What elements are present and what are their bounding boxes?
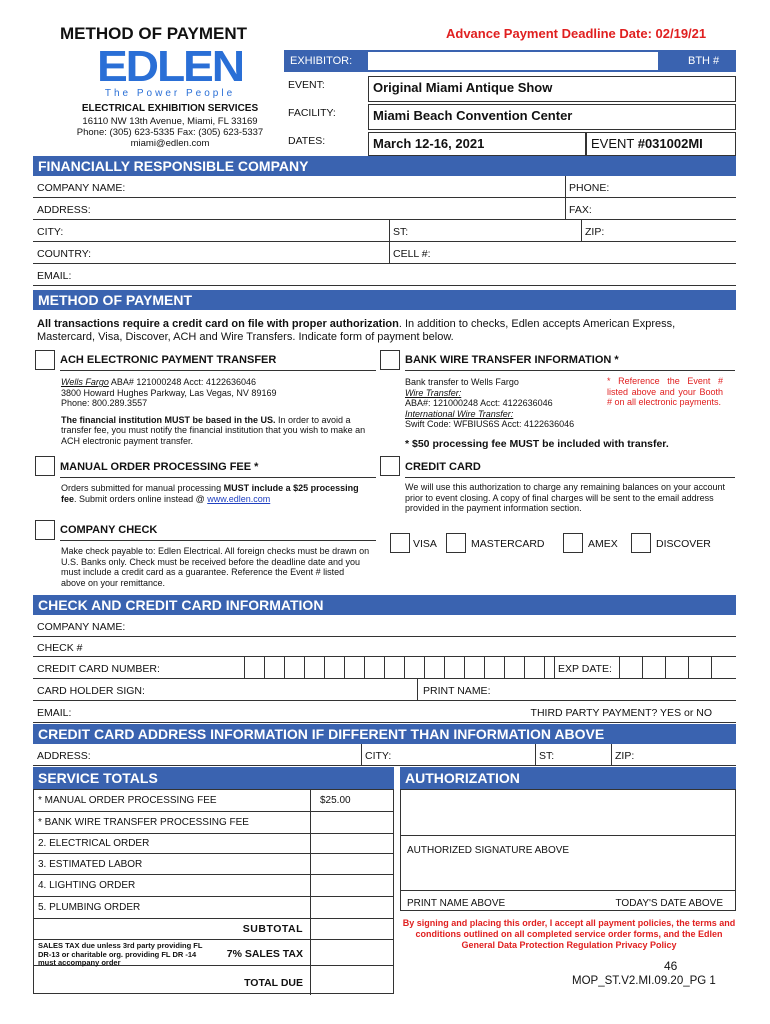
cc-address-row[interactable]: ADDRESS: CITY: ST: ZIP:	[33, 744, 736, 766]
ach-details: Wells Fargo ABA# 121000248 Acct: 4122636046 3800 Howard Hughes Parkway, Las Vegas, NV 89169 Phone: 800.289.3557 The financial institution MUST be based in the US. In order to avoid a transfer fee, you must notify the financial institution that you wish to make an ACH electronic payment transfer.	[61, 377, 366, 446]
amex-label: AMEX	[588, 538, 618, 550]
company-check-checkbox[interactable]	[35, 520, 55, 540]
check-number-row[interactable]: CHECK #	[33, 637, 736, 657]
total-due-label: TOTAL DUE	[244, 977, 303, 989]
todays-date-label: TODAY'S DATE ABOVE	[615, 898, 723, 909]
service-row-label: 3. ESTIMATED LABOR	[38, 859, 143, 870]
sales-tax-label: 7% SALES TAX	[226, 948, 303, 960]
signature-area[interactable]	[405, 810, 731, 844]
cc-email-row[interactable]: EMAIL: THIRD PARTY PAYMENT? YES or NO	[33, 701, 736, 723]
subtotal-label: SUBTOTAL	[242, 923, 303, 935]
third-party-payment[interactable]: THIRD PARTY PAYMENT? YES or NO	[530, 707, 712, 719]
ach-title: ACH ELECTRONIC PAYMENT TRANSFER	[60, 354, 277, 366]
event-label: EVENT:	[288, 79, 325, 91]
exhibitor-label: EXHIBITOR:	[290, 55, 353, 67]
ach-checkbox[interactable]	[35, 350, 55, 370]
edlen-link[interactable]: www.edlen.com	[207, 493, 271, 504]
exhibitor-bar	[284, 50, 736, 72]
section-service-totals-title: SERVICE TOTALS	[33, 767, 394, 789]
company-logo-block	[60, 44, 280, 149]
credit-card-title: CREDIT CARD	[405, 461, 481, 473]
service-row-label: * BANK WIRE TRANSFER PROCESSING FEE	[38, 817, 249, 828]
amex-checkbox[interactable]	[563, 533, 583, 553]
page-number: 46	[664, 959, 678, 973]
section-cc-info-title: CHECK AND CREDIT CARD INFORMATION	[33, 595, 736, 615]
section-company-title: FINANCIALLY RESPONSIBLE COMPANY	[33, 156, 736, 176]
exhibitor-input[interactable]	[368, 52, 658, 70]
method-intro: All transactions require a credit card on file with proper authorization. In addition to checks, Edlen accepts American Express, Mastercard, Visa, Discover, ACH and Wire Transfers. Indicate form of payment below.	[37, 318, 676, 343]
service-row-label: 5. PLUMBING ORDER	[38, 902, 141, 913]
service-row-label: 4. LIGHTING ORDER	[38, 880, 136, 891]
visa-checkbox[interactable]	[390, 533, 410, 553]
manual-fee-text: Orders submitted for manual processing MUST include a $25 processing fee. Submit orders online instead @ www.edlen.com	[61, 483, 359, 504]
city-row[interactable]: CITY: ST: ZIP:	[33, 220, 736, 242]
wire-checkbox[interactable]	[380, 350, 400, 370]
print-name-label: PRINT NAME ABOVE	[407, 898, 506, 909]
service-row-value[interactable]: $25.00	[320, 795, 351, 806]
cc-company-name-row[interactable]: COMPANY NAME:	[33, 615, 736, 637]
card-holder-row[interactable]: CARD HOLDER SIGN: PRINT NAME:	[33, 679, 736, 701]
company-name: ELECTRICAL EXHIBITION SERVICES	[81, 103, 259, 114]
wire-reference-note: * Reference the Event # listed above and your Booth # on all electronic payments.	[607, 376, 723, 407]
section-cc-address-title: CREDIT CARD ADDRESS INFORMATION IF DIFFERENT THAN INFORMATION ABOVE	[33, 724, 736, 744]
section-method-title: METHOD OF PAYMENT	[33, 290, 736, 310]
company-check-title: COMPANY CHECK	[60, 524, 158, 536]
section-authorization-title: AUTHORIZATION	[400, 767, 736, 789]
cc-number-row[interactable]: CREDIT CARD NUMBER: EXP DATE:	[33, 657, 736, 679]
service-totals-table	[33, 789, 394, 994]
event-value: Original Miami Antique Show	[368, 76, 736, 102]
authorization-box	[400, 789, 736, 911]
logo-tagline: The Power People	[104, 88, 236, 99]
country-row[interactable]: COUNTRY: CELL #:	[33, 242, 736, 264]
signature-label: AUTHORIZED SIGNATURE ABOVE	[407, 845, 570, 856]
sales-tax-note: SALES TAX due unless 3rd party providing FL DR-13 or charitable org. providing FL DR -14 must accompany order	[38, 941, 203, 967]
company-phone-fax: Phone: (305) 623-5335 Fax: (305) 623-5337	[76, 127, 264, 138]
visa-label: VISA	[413, 538, 437, 550]
mastercard-label: MASTERCARD	[471, 538, 545, 550]
company-email: miami@edlen.com	[130, 138, 210, 149]
dates-label: DATES:	[288, 135, 326, 147]
wire-fee-note: * $50 processing fee MUST be included with transfer.	[405, 438, 669, 450]
event-number: EVENT #031002MI	[586, 132, 736, 156]
form-code: MOP_ST.V2.MI.09.20_PG 1	[572, 975, 716, 987]
address-row[interactable]: ADDRESS: FAX:	[33, 198, 736, 220]
credit-card-text: We will use this authorization to charge any remaining balances on your account prior to event closing. A copy of final charges will be sent to the email address provided in the payment information section.	[405, 482, 726, 513]
company-check-text: Make check payable to: Edlen Electrical. All foreign checks must be drawn on U.S. Banks only. Check must be received before the deadline date and you must include a credit card as a guarantee. Reference the Event # listed above on your remittance.	[61, 546, 370, 588]
discover-label: DISCOVER	[656, 538, 711, 550]
deadline-date: Advance Payment Deadline Date: 02/19/21	[446, 26, 707, 41]
email-row[interactable]: EMAIL:	[33, 264, 736, 286]
wire-details: Bank transfer to Wells Fargo Wire Transfer: ABA#: 121000248 Acct: 4122636046 International Wire Transfer: Swift Code: WFBIUS6S Acct: 4122636046	[405, 377, 575, 429]
manual-fee-title: MANUAL ORDER PROCESSING FEE *	[60, 461, 259, 473]
wire-title: BANK WIRE TRANSFER INFORMATION *	[405, 354, 619, 366]
credit-card-checkbox[interactable]	[380, 456, 400, 476]
facility-label: FACILITY:	[288, 107, 336, 119]
company-address: 16110 NW 13th Avenue, Miami, FL 33169	[82, 116, 258, 127]
facility-value: Miami Beach Convention Center	[368, 104, 736, 130]
company-name-row[interactable]: COMPANY NAME: PHONE:	[33, 176, 736, 198]
manual-fee-checkbox[interactable]	[35, 456, 55, 476]
edlen-logo: EDLEN	[96, 42, 244, 91]
mastercard-checkbox[interactable]	[446, 533, 466, 553]
service-row-label: * MANUAL ORDER PROCESSING FEE	[38, 795, 217, 806]
service-row-label: 2. ELECTRICAL ORDER	[38, 838, 150, 849]
page-title: METHOD OF PAYMENT	[60, 24, 248, 43]
policy-statement: By signing and placing this order, I accept all payment policies, the terms and conditions outlined on all completed service order forms, and the Edlen General Data Protection Regulation Privacy Policy	[402, 918, 736, 950]
booth-label: BTH #	[688, 55, 720, 67]
dates-value: March 12-16, 2021	[368, 132, 586, 156]
discover-checkbox[interactable]	[631, 533, 651, 553]
